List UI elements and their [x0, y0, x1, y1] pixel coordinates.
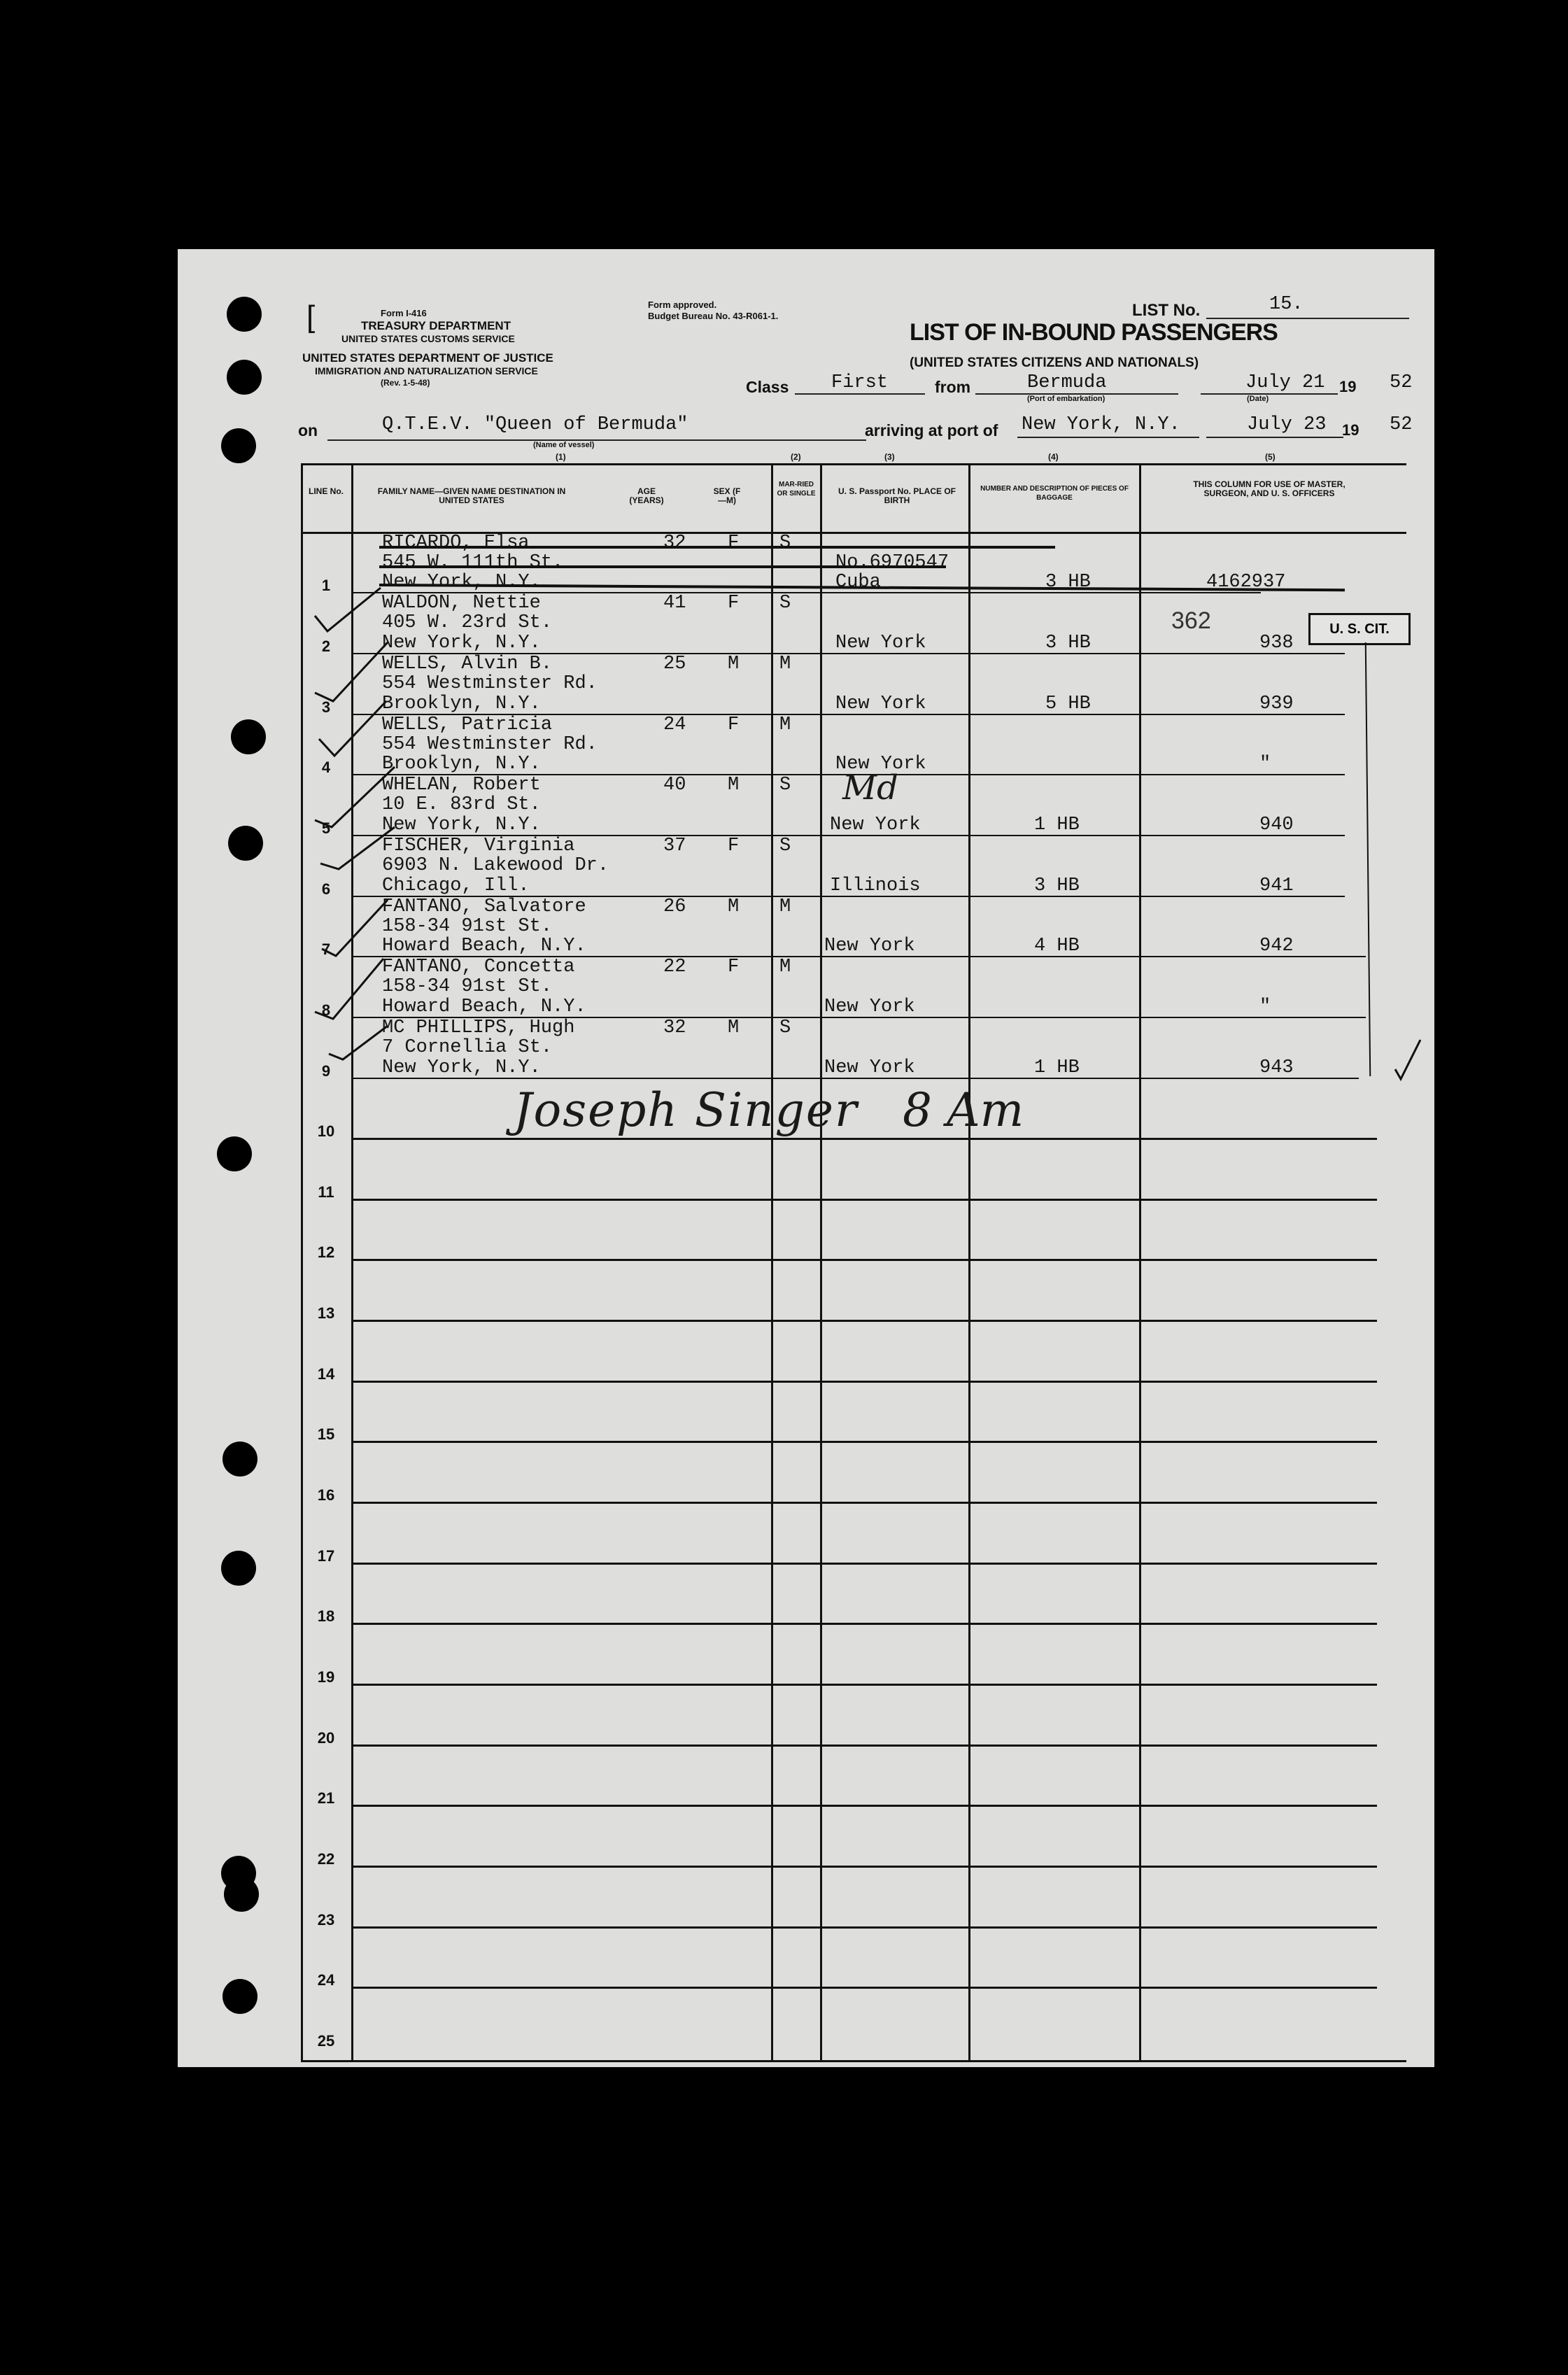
passenger-sex: M: [728, 654, 740, 675]
check-mark: [315, 767, 395, 827]
year-2: 52: [1390, 414, 1413, 435]
passenger-age: 24: [663, 714, 686, 735]
check-mark: [322, 900, 388, 956]
budget-bureau-note: Budget Bureau No. 43-R061-1.: [648, 311, 779, 321]
list-no-value: 15.: [1269, 294, 1304, 315]
passenger-marital: M: [779, 957, 791, 978]
handwritten-signature: Joseph Singer: [514, 1083, 859, 1137]
col-number-5: (5): [1265, 452, 1276, 462]
birth-place: New York: [824, 936, 915, 957]
check-mark: [315, 588, 381, 631]
passenger-age: 22: [663, 957, 686, 978]
passenger-city: Chicago, Ill.: [382, 875, 530, 896]
passenger-sex: M: [728, 1017, 740, 1038]
passenger-name: FANTANO, Salvatore: [382, 896, 586, 917]
form-number: Form I-416: [381, 308, 427, 318]
line-number: 19: [317, 1668, 335, 1686]
col-number-1: (1): [556, 452, 566, 462]
line-number: 15: [317, 1425, 335, 1443]
passenger-address: 554 Westminster Rd.: [382, 734, 598, 755]
arrival-date: July 23: [1247, 414, 1327, 435]
officer-number: 940: [1259, 815, 1294, 836]
arriving-label: arriving at port of: [865, 421, 998, 439]
line-number: 12: [317, 1243, 335, 1261]
line-number: 2: [321, 637, 331, 655]
passenger-name: WELLS, Patricia: [382, 714, 553, 735]
passenger-city: Howard Beach, N.Y.: [382, 936, 586, 957]
bracket-mark: [: [306, 299, 316, 334]
check-mark: [315, 642, 388, 701]
vessel-caption: (Name of vessel): [533, 441, 595, 449]
page-subtitle: (UNITED STATES CITIZENS AND NATIONALS): [910, 355, 1199, 370]
passenger-city: New York, N.Y.: [382, 1057, 541, 1078]
justice-department: UNITED STATES DEPARTMENT OF JUSTICE: [302, 351, 553, 365]
check-mark: [315, 959, 383, 1019]
passenger-age: 25: [663, 654, 686, 675]
passenger-sex: M: [728, 775, 740, 796]
passenger-marital: S: [779, 593, 791, 614]
passenger-name: MC PHILLIPS, Hugh: [382, 1017, 575, 1038]
treasury-department: TREASURY DEPARTMENT: [361, 319, 511, 332]
line-number: 24: [317, 1971, 335, 1989]
passenger-sex: F: [728, 593, 740, 614]
line-number: 22: [317, 1850, 335, 1868]
passenger-marital: S: [779, 836, 791, 857]
line-number: 16: [317, 1486, 335, 1504]
passenger-sex: M: [728, 896, 740, 917]
header-sex: SEX (F—M): [713, 486, 741, 505]
header-officers: THIS COLUMN FOR USE OF MASTER, SURGEON, AND U. S. OFFICERS: [1193, 479, 1345, 498]
passenger-age: 26: [663, 896, 686, 917]
customs-service: UNITED STATES CUSTOMS SERVICE: [341, 333, 515, 344]
baggage: 4 HB: [1034, 936, 1080, 957]
arrival-port: New York, N.Y.: [1022, 414, 1180, 435]
line-number: 21: [317, 1789, 335, 1807]
row-separator: [351, 1623, 1377, 1625]
passenger-address: 405 W. 23rd St.: [382, 612, 553, 633]
passenger-address: 554 Westminster Rd.: [382, 673, 598, 694]
col-number-3: (3): [884, 452, 895, 462]
baggage: 3 HB: [1045, 633, 1091, 654]
line-number: 11: [318, 1183, 334, 1201]
passenger-address: 158-34 91st St.: [382, 976, 553, 997]
passenger-address: 7 Cornellia St.: [382, 1037, 553, 1058]
class-value: First: [831, 372, 889, 393]
line-number: 20: [317, 1729, 335, 1747]
line-number: 7: [321, 940, 331, 958]
row-separator: [351, 1199, 1377, 1201]
year-prefix-1: 19: [1339, 378, 1357, 395]
passenger-sex: F: [728, 957, 740, 978]
passenger-name: WALDON, Nettie: [382, 593, 541, 614]
header-baggage: NUMBER AND DESCRIPTION OF PIECES OF BAGGAGE: [980, 485, 1129, 502]
header-passport: U. S. Passport No. PLACE OF BIRTH: [838, 486, 956, 505]
officer-number: 938: [1259, 633, 1294, 654]
checkmark-marks: [178, 249, 1434, 1159]
baggage: 3 HB: [1034, 875, 1080, 896]
passenger-city: Howard Beach, N.Y.: [382, 996, 586, 1017]
check-mark: [329, 1026, 388, 1059]
line-number: 25: [317, 2032, 335, 2050]
row-separator: [351, 1320, 1377, 1322]
passenger-address: 10 E. 83rd St.: [382, 794, 541, 815]
header-married: MAR-RIED OR SINGLE: [777, 481, 816, 498]
line-number: 1: [321, 577, 331, 594]
line-number: 13: [317, 1304, 335, 1322]
birth-place: New York: [835, 754, 926, 775]
date-caption: (Date): [1247, 395, 1269, 403]
passenger-list-sheet: [178, 249, 1434, 2067]
line-number: 4: [321, 759, 331, 776]
table-bottom-border: [301, 2060, 1406, 2062]
row-separator: [351, 1745, 1377, 1747]
port-embark-caption: (Port of embarkation): [1027, 395, 1106, 403]
officer-number: 941: [1259, 875, 1294, 896]
passenger-marital: M: [779, 714, 791, 735]
year-prefix-2: 19: [1342, 421, 1359, 439]
passenger-marital: M: [779, 896, 791, 917]
passenger-city: New York, N.Y.: [382, 815, 541, 836]
col-number-2: (2): [791, 452, 801, 462]
birth-place: New York: [835, 633, 926, 654]
birth-place: Illinois: [830, 875, 921, 896]
passenger-age: 41: [663, 593, 686, 614]
header-age: AGE (YEARS): [629, 486, 664, 505]
passenger-marital: S: [779, 1017, 791, 1038]
row-separator: [351, 1926, 1377, 1929]
passport-number: No.6970547: [835, 552, 949, 573]
passenger-city: Brooklyn, N.Y.: [382, 693, 541, 714]
punch-hole: [223, 1979, 257, 2014]
birth-place: New York: [824, 996, 915, 1017]
passenger-sex: F: [728, 836, 740, 857]
passenger-age: 37: [663, 836, 686, 857]
passenger-marital: S: [779, 533, 791, 554]
passenger-address: 545 W. 111th St.: [382, 552, 564, 573]
line-number: 10: [317, 1122, 335, 1140]
year-1: 52: [1390, 372, 1413, 393]
birth-place: New York: [830, 815, 921, 836]
check-mark: [1395, 1040, 1420, 1079]
line-number: 6: [321, 880, 331, 898]
us-citizen-box: U. S. CIT.: [1308, 613, 1411, 645]
officer-number: ": [1259, 996, 1271, 1017]
passenger-city: New York, N.Y.: [382, 572, 541, 593]
passenger-sex: F: [728, 714, 740, 735]
row-separator: [351, 1684, 1377, 1686]
handwritten-birth-note: Md: [842, 768, 898, 808]
line-number: 23: [317, 1911, 335, 1929]
passenger-marital: M: [779, 654, 791, 675]
form-revision: (Rev. 1-5-48): [381, 378, 430, 388]
embark-date: July 21: [1245, 372, 1325, 393]
passenger-address: 158-34 91st St.: [382, 916, 553, 937]
baggage: 1 HB: [1034, 1057, 1080, 1078]
line-number: 3: [321, 698, 331, 716]
passenger-name: RICARDO, Elsa: [382, 533, 530, 554]
stamp-number: 362: [1171, 607, 1211, 634]
col-number-4: (4): [1048, 452, 1059, 462]
row-separator: [351, 1805, 1377, 1807]
officer-number: 939: [1259, 693, 1294, 714]
line-number: 14: [317, 1365, 335, 1383]
row-separator: [351, 1259, 1377, 1261]
baggage: 1 HB: [1034, 815, 1080, 836]
row-separator: [351, 1381, 1377, 1383]
check-mark: [319, 701, 386, 756]
check-mark: [320, 827, 395, 869]
punch-hole: [221, 1551, 256, 1586]
header-line-no: LINE No.: [309, 486, 344, 496]
handwritten-time: 8 Am: [903, 1083, 1024, 1137]
row-separator: [351, 1502, 1377, 1504]
passenger-age: 32: [663, 533, 686, 554]
row-separator: [351, 1563, 1377, 1565]
passenger-city: New York, N.Y.: [382, 633, 541, 654]
line-number: 17: [317, 1547, 335, 1565]
header-name: FAMILY NAME—GIVEN NAME DESTINATION IN UNITED STATES: [377, 486, 566, 505]
line-number: 8: [321, 1001, 331, 1019]
vessel-name: Q.T.E.V. "Queen of Bermuda": [382, 414, 688, 435]
baggage: 5 HB: [1045, 693, 1091, 714]
passenger-city: Brooklyn, N.Y.: [382, 754, 541, 775]
baggage: 3 HB: [1045, 572, 1091, 593]
punch-hole: [223, 1442, 257, 1477]
on-label: on: [298, 421, 318, 439]
row-separator: [351, 1987, 1377, 1989]
class-label: Class: [746, 378, 789, 396]
passenger-name: FISCHER, Virginia: [382, 836, 575, 857]
line-number: 5: [321, 819, 331, 837]
birth-place: Cuba: [835, 572, 881, 593]
ins-service: IMMIGRATION AND NATURALIZATION SERVICE: [315, 365, 538, 376]
passenger-name: WELLS, Alvin B.: [382, 654, 553, 675]
passenger-sex: F: [728, 533, 740, 554]
punch-hole: [224, 1877, 259, 1912]
list-no-label: LIST No.: [1132, 301, 1201, 320]
row-separator: [351, 1441, 1377, 1443]
officer-number: 942: [1259, 936, 1294, 957]
page-title: LIST OF IN-BOUND PASSENGERS: [910, 319, 1278, 346]
officer-number: 943: [1259, 1057, 1294, 1078]
passenger-name: FANTANO, Concetta: [382, 957, 575, 978]
approval-note: Form approved.: [648, 299, 717, 310]
row-separator: [351, 1866, 1377, 1868]
birth-place: New York: [824, 1057, 915, 1078]
officer-number: 4162937: [1206, 572, 1286, 593]
officer-number: ": [1259, 754, 1271, 775]
line-number: 18: [317, 1607, 335, 1625]
passenger-marital: S: [779, 775, 791, 796]
from-value: Bermuda: [1027, 372, 1107, 393]
from-label: from: [935, 378, 971, 396]
birth-place: New York: [835, 693, 926, 714]
passenger-age: 40: [663, 775, 686, 796]
line-number: 9: [321, 1062, 331, 1080]
passenger-address: 6903 N. Lakewood Dr.: [382, 855, 609, 876]
passenger-age: 32: [663, 1017, 686, 1038]
passenger-name: WHELAN, Robert: [382, 775, 541, 796]
